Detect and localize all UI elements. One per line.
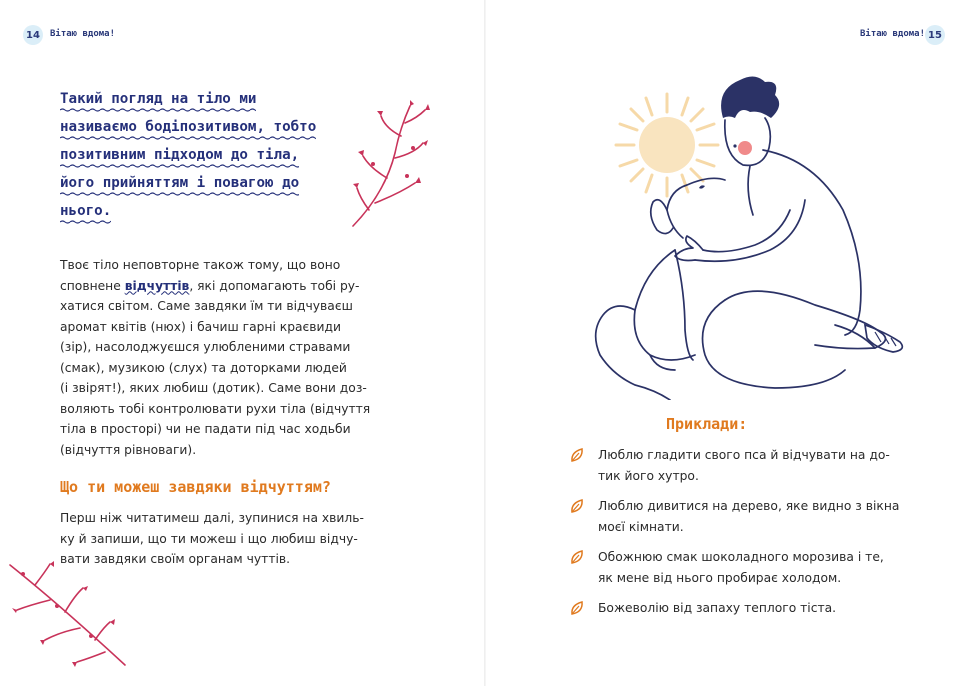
list-item — [570, 496, 930, 537]
paragraph-line: воляють тобі контролювати рухи тіла (відчуття — [60, 401, 371, 416]
left-running-title: Вітаю вдома! — [50, 29, 116, 39]
list-item — [570, 445, 930, 486]
example-text — [598, 547, 884, 588]
right-running-title: Вітаю вдома! — [860, 29, 926, 39]
example-line: Люблю дивитися на дерево, яке видно з вікна — [598, 499, 900, 513]
example-text — [598, 496, 899, 537]
example-line: Божеволію від запаху теплого тіста. — [598, 601, 837, 615]
leaf-bullet-icon — [570, 600, 584, 616]
right-page-number: 15 — [925, 25, 945, 45]
example-line: тик його хутро. — [598, 468, 699, 483]
branch-decoration-icon — [5, 560, 135, 670]
quote-line: його прийняттям і повагою до — [60, 170, 299, 198]
paragraph-line: Твоє тіло неповторне також тому, що воно — [60, 258, 341, 272]
list-item — [570, 598, 930, 619]
branch-decoration-icon — [345, 98, 430, 233]
paragraph-line: (і звірят!), яких любиш (дотик). Саме вони доз- — [60, 381, 367, 395]
quote-line: Такий погляд на тіло ми — [60, 86, 256, 114]
paragraph-line — [60, 276, 378, 297]
paragraph-line: тіла в просторі) чи не падати під час ходьби — [60, 422, 351, 436]
boy-hugging-dog-illustration — [575, 70, 920, 400]
body-paragraph — [60, 255, 378, 460]
leaf-bullet-icon — [570, 498, 584, 514]
example-line: Обожнюю смак шоколадного морозива і те, — [598, 550, 884, 564]
example-text — [598, 598, 836, 619]
quote-line: нього. — [60, 198, 111, 226]
example-line: моєї кімнати. — [598, 519, 684, 534]
paragraph-line: Перш ніж читатимеш далі, зупинися на хвиль- — [60, 511, 364, 525]
example-line: як мене від нього пробирає холодом. — [598, 570, 842, 585]
example-line: Люблю гладити свого пса й відчувати на до- — [598, 448, 890, 462]
paragraph-line: (смак), музикою (слух) та доторками людей — [60, 360, 347, 375]
highlighted-term: відчуттів — [124, 278, 190, 293]
book-gutter — [484, 0, 486, 686]
section-subheading: Що ти можеш завдяки відчуттям? — [60, 478, 331, 496]
paragraph-line: аромат квітів (нюх) і бачиш гарні краєвиди — [60, 319, 342, 334]
paragraph-line: хатися світом. Саме завдяки їм ти відчуваєш — [60, 299, 353, 313]
example-text — [598, 445, 890, 486]
paragraph-line-part: , які допомагають тобі ру- — [189, 278, 360, 293]
leaf-bullet-icon — [570, 447, 584, 463]
quote-line: називаємо бодіпозитивом, тобто — [60, 114, 316, 142]
list-item — [570, 547, 930, 588]
examples-list — [570, 445, 930, 629]
paragraph-line: ку й запиши, що ти можеш і що любиш відчу- — [60, 531, 358, 546]
quote-line: позитивним підходом до тіла, — [60, 142, 299, 170]
paragraph-line-part: сповнене — [60, 278, 125, 293]
paragraph-line: (зір), насолоджуєшся улюбленими стравами — [60, 340, 351, 354]
examples-title: Приклади: — [666, 415, 748, 433]
pull-quote — [60, 86, 360, 226]
left-page-number: 14 — [23, 25, 43, 45]
paragraph-line: вати завдяки своїм органам чуттів. — [60, 552, 291, 566]
paragraph-line: (відчуття рівноваги). — [60, 442, 197, 457]
leaf-bullet-icon — [570, 549, 584, 565]
